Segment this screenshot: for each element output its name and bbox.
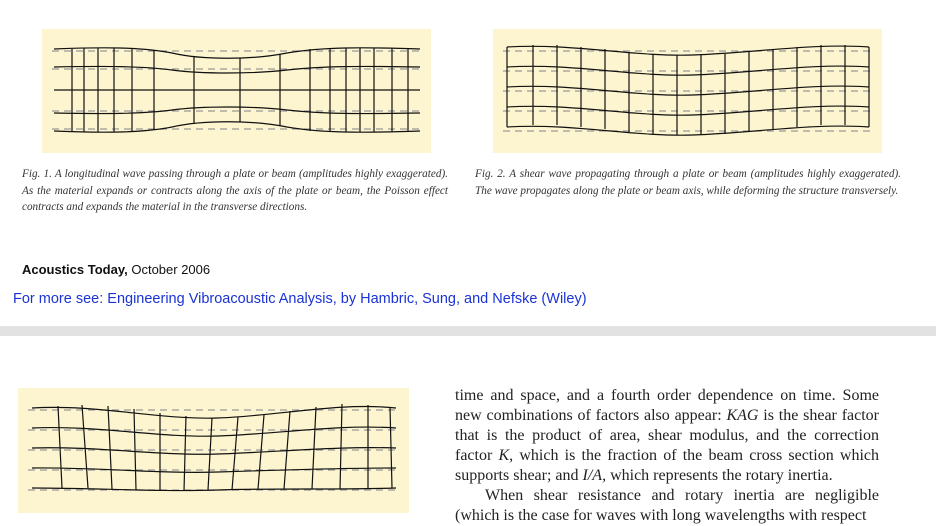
source-citation bbox=[22, 262, 210, 277]
figure-1-caption bbox=[22, 166, 448, 216]
figure-3-bending-wave bbox=[18, 388, 409, 513]
shear-wave-diagram bbox=[493, 29, 882, 153]
article-body bbox=[455, 386, 879, 526]
bending-wave-diagram bbox=[18, 388, 409, 513]
figure-1-caption-label: Fig. 1. bbox=[22, 168, 52, 180]
figure-2-caption-text: A shear wave propagating through a plate or beam (amplitudes highly exaggerated). The wave propagates along the plate or beam axis, while deforming the structure transversely. bbox=[475, 168, 901, 197]
page-divider bbox=[0, 326, 936, 336]
journal-name: Acoustics Today, bbox=[22, 262, 128, 277]
longitudinal-wave-diagram bbox=[42, 29, 431, 153]
further-reading-link[interactable]: For more see: Engineering Vibroacoustic Analysis, by Hambric, Sung, and Nefske (Wiley) bbox=[13, 291, 587, 307]
article-paragraph-1: time and space, and a fourth order dependence on time. Some new combinations of factors also appear: KAG is the shear factor that is the product of area, shear modulus, and the correction factor K, which is the fraction of the beam cross section which supports shear; and I/A, which represents the rotary inertia. bbox=[455, 387, 880, 484]
figure-2-caption-label: Fig. 2. bbox=[475, 168, 506, 180]
article-paragraph-2: When shear resistance and rotary inertia are negligible (which is the case for waves with long wavelengths with respect bbox=[455, 487, 879, 524]
journal-date: October 2006 bbox=[131, 262, 211, 277]
figure-1-longitudinal-wave bbox=[42, 29, 431, 153]
figure-2-shear-wave bbox=[493, 29, 882, 153]
figure-2-caption bbox=[475, 166, 901, 199]
figure-1-caption-text: A longitudinal wave passing through a plate or beam (amplitudes highly exaggerated). As the material expands or contracts along the axis of the plate or beam, the Poisson effect contracts and expands the material in the transverse directions. bbox=[22, 168, 448, 213]
